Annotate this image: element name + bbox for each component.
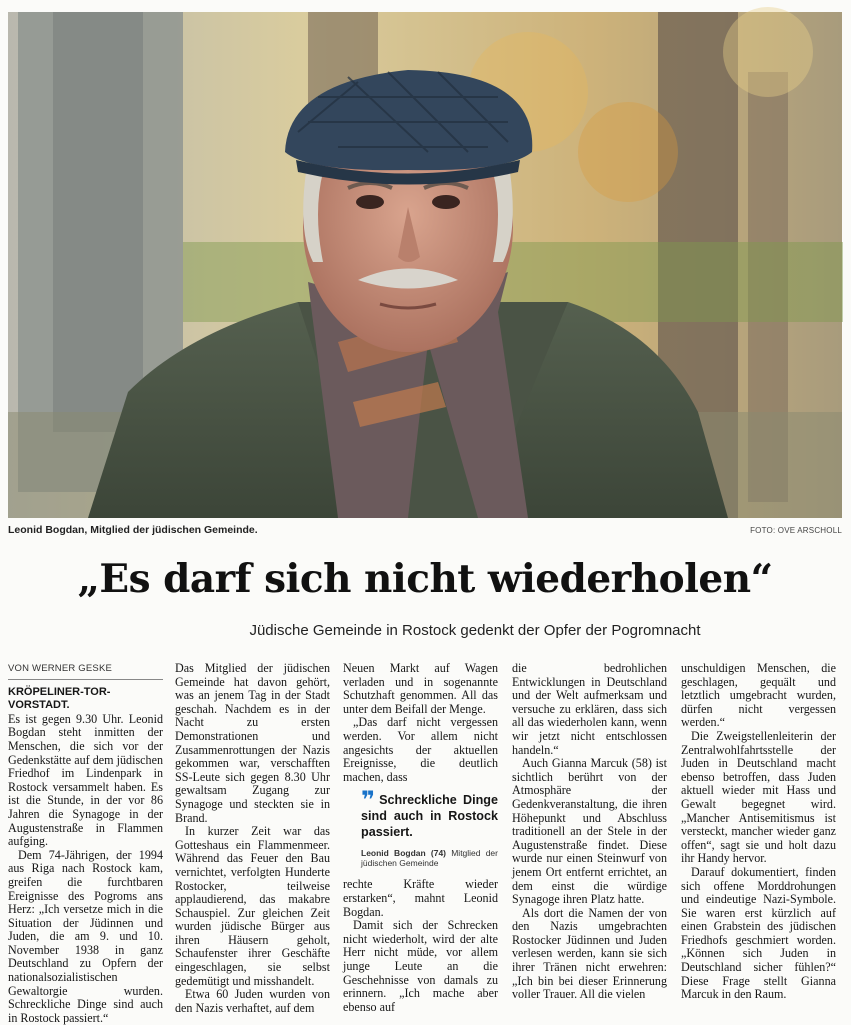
article-headline: „Es darf sich nicht wiederholen“ [77,556,773,602]
pull-quote-text: Schreckliche Dinge sind auch in Rostock passiert. [361,793,498,840]
paragraph: unschuldigen Menschen, die geschlagen, gequält und letztlich umgebracht wurden, dürfen nicht vergessen werden.“ [681,661,836,730]
article-subheadline: Jüdische Gemeinde in Rostock gedenkt der Opfer der Pogromnacht [249,622,701,639]
photo-caption: Leonid Bogdan, Mitglied der jüdischen Gemeinde. [8,524,258,536]
portrait-illustration [8,12,842,518]
pull-quote [361,786,498,869]
article-column-2 [175,662,330,1015]
paragraph: Darauf dokumentiert, finden sich offene Morddrohungen und eindeutige Nazi-Symbole. Sie waren erst kürzlich auf einen Grabstein des jüdischen Friedhofs geschmiert worden. „Können sich Juden in Deutschland sicher fühlen?“ Diese Frage stellt Gianna Marcuk in den Raum. [681,864,836,1002]
paragraph: Dem 74-Jährigen, der 1994 aus Riga nach Rostock kam, greifen die furchtbaren Ereignisse des Pogroms ans Herz: „Ich versetze mich in die Situation der Jüdinnen und Juden, die am 9. und 10. November 1938 in ganz Deutschland zu Opfern der nationalsozialistischen Gewaltorgie wurden. Schreckliche Dinge sind auch in Rostock passiert.“ [8,847,163,1025]
paragraph: Auch Gianna Marcuk (58) ist sichtlich berührt von der Atmosphäre der Gedenkveranstaltung, die ihren Höhepunkt und Abschluss traditionell an der Stele in der Augustenstraße findet. Diese wurde nur einen Steinwurf von jenem Ort entfernt errichtet, an dem einst die würdige Synagoge ihren Platz hatte. [512,756,667,907]
paragraph: die bedrohlichen Entwicklungen in Deutschland und der Welt aufmerksam und versuche zu erklären, dass sich all das wiederholen kann, wenn wir jetzt nicht entschlossen handeln.“ [512,661,667,757]
article-author: VON WERNER GESKE [8,662,163,680]
paragraph: Die Zweigstellenleiterin der Zentralwohlfahrtsstelle der Juden in Deutschland macht ebenso betroffen, dass Juden aktuell wieder mit Hass und Gewalt begegnet wird. „Mancher Antisemitismus ist versteckt, mancher wieder ganz offen“, sagt sie und holt dazu ihr Handy hervor. [681,728,836,866]
pull-quote-name: Leonid Bogdan (74) [361,848,447,859]
article-column-5 [681,662,836,1002]
article-column-3 [343,662,498,1014]
photo-credit: FOTO: OVE ARSCHOLL [750,526,842,535]
paragraph: Etwa 60 Juden wurden von den Nazis verhaftet, auf dem [175,987,330,1015]
paragraph: „Das darf nicht vergessen werden. Vor allem nicht angesichts der aktuellen Ereignisse, die deutlich machen, dass [343,715,498,784]
photo-caption-bar [8,524,842,538]
paragraph: rechte Kräfte wieder erstarken“, mahnt Leonid Bogdan. [343,877,498,919]
paragraph: Das Mitglied der jüdischen Gemeinde hat davon gehört, was an jenem Tag in der Stadt geschah. Nachdem es in der Nacht zu ersten Demonstrationen und Zusammenrottungen der Nazis gekommen war, verschafften SS-Leute sich gegen 8.30 Uhr gewaltsam Zugang zur Synagoge und steckten sie in Brand. [175,661,330,825]
article-column-4 [512,662,667,1002]
paragraph: Es ist gegen 9.30 Uhr. Leonid Bogdan steht inmitten der Menschen, die sich vor der Gedenkstätte auf dem jüdischen Friedhof im Lindenpark in Rostock versammelt haben. Es ist die Stunde, in der vor 86 Jahren die Synagoge in der Augustenstraße in Flammen aufging. [8,711,163,849]
paragraph: Damit sich der Schrecken nicht wiederholt, wird der alte Herr nicht müde, vor allem junge Leute an die Geschehnisse von damals zu erinnern. „Ich mache aber ebenso auf [343,918,498,1014]
article-dateline: KRÖPELINER-TOR-VORSTADT. [8,685,111,712]
pull-quote-role: Mitglied der jüdischen Gemeinde [361,848,498,869]
pull-quote-attribution [361,848,498,868]
paragraph: Als dort die Namen der von den Nazis umgebrachten Rostocker Jüdinnen und Juden verlesen werden, kann sie sich ihrer Tränen nicht erwehren: „Ich bin bei dieser Erinnerung voller Trauer. All die vielen [512,905,667,1002]
paragraph: In kurzer Zeit war das Gotteshaus ein Flammenmeer. Während das Feuer den Bau vernichtet, verfolgten Hunderte Rostocker, teilweise applaudierend, das makabre Schauspiel. Zur gleichen Zeit wurden jüdische Bürger aus ihren Häusern geholt, Schaufenster ihrer Geschäfte eingeschlagen, sie selbst gedemütigt und misshandelt. [175,824,330,988]
paragraph: Neuen Markt auf Wagen verladen und in sogenannte Schutzhaft genommen. All das unter dem Beifall der Menge. [343,661,498,716]
article-column-1 [8,662,163,1025]
article-photo [8,12,842,518]
quote-mark-icon: ❞ [361,786,376,815]
